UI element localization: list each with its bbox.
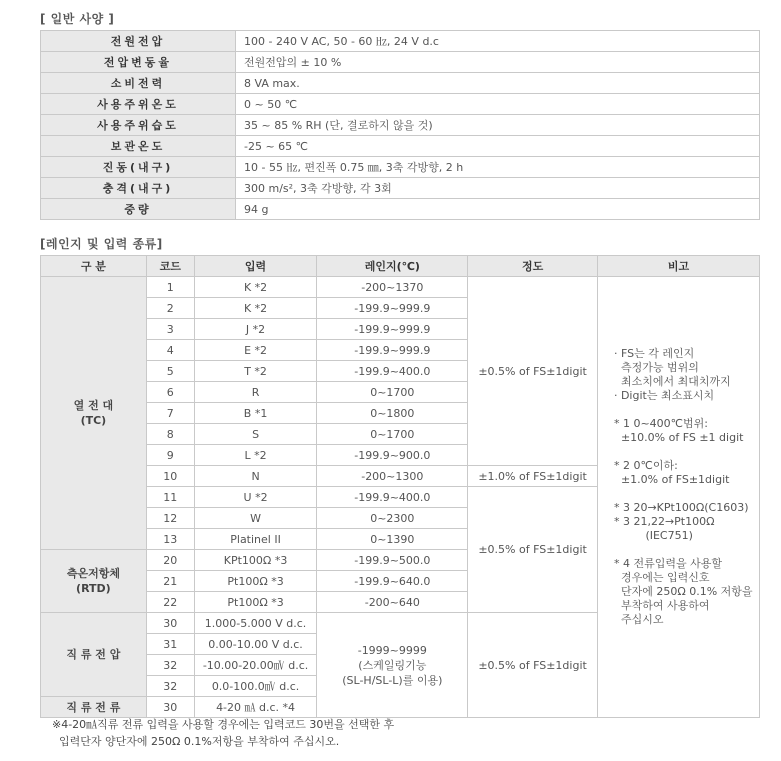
code-cell: 6 (146, 382, 194, 403)
input-cell: Pt100Ω *3 (194, 592, 317, 613)
dc-range-text: -1999~9999 (스케일링기능 (SL-H/SL-L)를 이용) (342, 643, 443, 687)
code-cell: 31 (146, 634, 194, 655)
spec-label: 사용주위습도 (41, 115, 236, 136)
code-cell: 1 (146, 277, 194, 298)
group-label-text: 직 류 전 압 (66, 648, 121, 661)
input-cell: N (194, 466, 317, 487)
general-spec-table (40, 30, 760, 220)
range-cell: -199.9~999.9 (317, 298, 468, 319)
remark-note: · FS는 각 레인지 측정가능 범위의 최소치에서 최대치까지 · Digit는 최소표시치 (613, 347, 731, 402)
spec-value: 8 VA max. (236, 73, 760, 94)
header-code: 코드 (146, 256, 194, 277)
spec-row (41, 157, 760, 178)
spec-row (41, 52, 760, 73)
header-category: 구 분 (41, 256, 147, 277)
code-cell: 20 (146, 550, 194, 571)
spec-row (41, 136, 760, 157)
input-cell: S (194, 424, 317, 445)
code-cell: 3 (146, 319, 194, 340)
range-cell: 0~1700 (317, 424, 468, 445)
range-cell: -200~1370 (317, 277, 468, 298)
spec-label: 사용주위온도 (41, 94, 236, 115)
range-section-title: [레인지 및 입력 종류] (40, 237, 163, 251)
range-cell: -200~1300 (317, 466, 468, 487)
remark-note: * 2 0℃이하: ±1.0% of FS±1digit (613, 459, 730, 486)
input-cell: R (194, 382, 317, 403)
input-cell: Pt100Ω *3 (194, 571, 317, 592)
group-label-rtd (41, 550, 147, 613)
code-cell: 10 (146, 466, 194, 487)
spec-value: 300 m/s², 3축 각방향, 각 3회 (236, 178, 760, 199)
code-cell: 2 (146, 298, 194, 319)
range-cell: -199.9~400.0 (317, 361, 468, 382)
input-cell: Platinel II (194, 529, 317, 550)
remarks-cell (597, 277, 759, 718)
range-cell: 0~1700 (317, 382, 468, 403)
header-remarks: 비고 (597, 256, 759, 277)
spec-row (41, 178, 760, 199)
code-cell: 21 (146, 571, 194, 592)
range-cell: -199.9~999.9 (317, 319, 468, 340)
range-input-table (40, 255, 760, 718)
spec-row (41, 94, 760, 115)
group-label-tc (41, 277, 147, 550)
input-cell: U *2 (194, 487, 317, 508)
input-cell: W (194, 508, 317, 529)
accuracy-cell: ±0.5% of FS±1digit (468, 487, 598, 613)
input-cell: E *2 (194, 340, 317, 361)
input-cell: KPt100Ω *3 (194, 550, 317, 571)
header-accuracy: 정도 (468, 256, 598, 277)
group-label-text: 직 류 전 류 (66, 700, 121, 714)
group-label-text: 열 전 대 (TC) (73, 399, 114, 427)
input-cell: 1.000-5.000 V d.c. (194, 613, 317, 634)
code-cell: 30 (146, 613, 194, 634)
code-cell: 13 (146, 529, 194, 550)
spec-label: 소비전력 (41, 73, 236, 94)
range-row (41, 277, 760, 298)
code-cell: 30 (146, 697, 194, 718)
code-cell: 12 (146, 508, 194, 529)
code-cell: 5 (146, 361, 194, 382)
spec-value: 35 ~ 85 % RH (단, 결로하지 않을 것) (236, 115, 760, 136)
header-input: 입력 (194, 256, 317, 277)
input-cell: B *1 (194, 403, 317, 424)
remark-note: * 1 0~400℃범위: ±10.0% of FS ±1 digit (613, 417, 744, 444)
remark-spacer (614, 403, 755, 417)
input-cell: 4-20 ㎃ d.c. *4 (194, 697, 317, 718)
remark-spacer (614, 445, 755, 459)
spec-value: 0 ~ 50 ℃ (236, 94, 760, 115)
spec-row (41, 73, 760, 94)
spec-label: 중량 (41, 199, 236, 220)
accuracy-cell: ±0.5% of FS±1digit (468, 613, 598, 718)
accuracy-cell: ±0.5% of FS±1digit (468, 277, 598, 466)
range-cell: -199.9~400.0 (317, 487, 468, 508)
range-cell: 0~1390 (317, 529, 468, 550)
range-cell: -199.9~500.0 (317, 550, 468, 571)
range-header-row (41, 256, 760, 277)
code-cell: 11 (146, 487, 194, 508)
range-cell: -200~640 (317, 592, 468, 613)
range-cell: -199.9~900.0 (317, 445, 468, 466)
code-cell: 32 (146, 676, 194, 697)
spec-label: 전원전압 (41, 31, 236, 52)
spec-section-title: [ 일반 사양 ] (40, 12, 115, 26)
code-cell: 22 (146, 592, 194, 613)
code-cell: 7 (146, 403, 194, 424)
group-label-dca (41, 697, 147, 718)
range-cell: -199.9~640.0 (317, 571, 468, 592)
spec-value: -25 ~ 65 ℃ (236, 136, 760, 157)
range-cell: 0~1800 (317, 403, 468, 424)
footnote-line-2: 입력단자 양단자에 250Ω 0.1%저항을 부착하여 주십시오. (52, 735, 340, 748)
spec-value: 100 - 240 V AC, 50 - 60 ㎐, 24 V d.c (236, 31, 760, 52)
code-cell: 4 (146, 340, 194, 361)
remark-note: * 3 20→KPt100Ω(C1603) * 3 21,22→Pt100Ω (IEC751) (613, 501, 749, 542)
spec-value: 전원전압의 ± 10 % (236, 52, 760, 73)
input-cell: K *2 (194, 298, 317, 319)
spec-value: 10 - 55 ㎐, 편진폭 0.75 ㎜, 3축 각방향, 2 h (236, 157, 760, 178)
input-cell: K *2 (194, 277, 317, 298)
code-cell: 8 (146, 424, 194, 445)
input-cell: -10.00-20.00㎷ d.c. (194, 655, 317, 676)
spec-label: 충격(내구) (41, 178, 236, 199)
input-cell: L *2 (194, 445, 317, 466)
spec-row (41, 31, 760, 52)
remark-spacer (614, 487, 755, 501)
input-cell: 0.0-100.0㎷ d.c. (194, 676, 317, 697)
range-cell: -199.9~999.9 (317, 340, 468, 361)
input-cell: T *2 (194, 361, 317, 382)
code-cell: 32 (146, 655, 194, 676)
accuracy-cell: ±1.0% of FS±1digit (468, 466, 598, 487)
spec-label: 전압변동율 (41, 52, 236, 73)
code-cell: 9 (146, 445, 194, 466)
group-label-text: 측온저항체 (RTD) (66, 567, 120, 595)
spec-value: 94 g (236, 199, 760, 220)
range-cell: 0~2300 (317, 508, 468, 529)
spec-row (41, 115, 760, 136)
input-cell: 0.00-10.00 V d.c. (194, 634, 317, 655)
remark-spacer (614, 543, 755, 557)
spec-row (41, 199, 760, 220)
header-range: 레인지(℃) (317, 256, 468, 277)
spec-label: 진동(내구) (41, 157, 236, 178)
input-cell: J *2 (194, 319, 317, 340)
group-label-dcv (41, 613, 147, 697)
footnote-line-1: ※4-20㎃직류 전류 입력을 사용할 경우에는 입력코드 30번을 선택한 후 (52, 718, 395, 731)
spec-label: 보관온도 (41, 136, 236, 157)
remark-note: * 4 전류입력을 사용할 경우에는 입력신호 단자에 250Ω 0.1% 저항을 부착하여 사용하여 주십시오 (613, 557, 753, 626)
range-cell-dc (317, 613, 468, 718)
